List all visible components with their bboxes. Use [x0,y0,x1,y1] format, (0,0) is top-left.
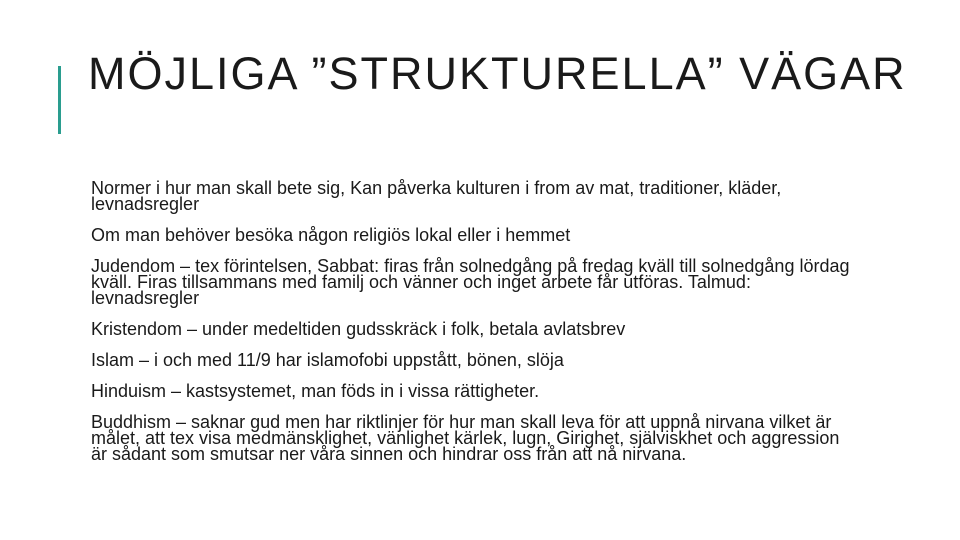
bullet-item-normer: Normer i hur man skall bete sig, Kan påverka kulturen i from av mat, traditioner, kläder, levnadsregler [91,178,782,214]
bullet-item-kristendom: Kristendom – under medeltiden gudsskräck i folk, betala avlatsbrev [91,319,626,339]
bullet-list [91,180,851,477]
bullet-item-buddhism: Buddhism – saknar gud men har riktlinjer för hur man skall leva för att uppnå nirvana vilket är målet, att tex visa medmänsklighet, vänlighet kärlek, lugn, Girighet, själviskhet och aggression är sådant som smutsar ner våra sinnen och hindrar oss från att nå nirvana. [91,412,840,464]
bullet-item-islam: Islam – i och med 11/9 har islamofobi uppstått, bönen, slöja [91,350,564,370]
bullet-item-judendom: Judendom – tex förintelsen, Sabbat: firas från solnedgång på fredag kväll till solnedgång lördag kväll. Firas tillsammans med familj och vänner och inget arbete får utföras. Talmud: levnadsregler [91,256,850,308]
slide-title: MÖJLIGA ”STRUKTURELLA” VÄGAR [88,48,907,99]
title-accent-bar [58,66,61,134]
bullet-item-lokal: Om man behöver besöka någon religiös lokal eller i hemmet [91,225,571,245]
bullet-item-hinduism: Hinduism – kastsystemet, man föds in i vissa rättigheter. [91,381,540,401]
